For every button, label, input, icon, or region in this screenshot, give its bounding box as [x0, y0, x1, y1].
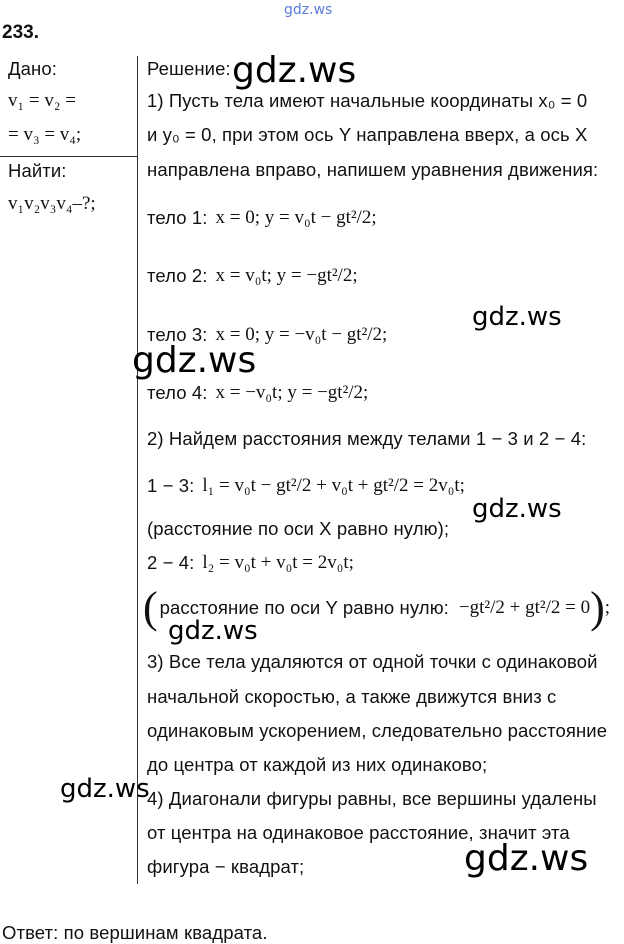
problem-number: 233. [2, 22, 39, 43]
watermark-4: gdz.ws [472, 494, 562, 524]
given-line-1 [8, 90, 76, 112]
watermark-6: gdz.ws [60, 774, 150, 804]
watermark-2: gdz.ws [472, 302, 562, 332]
watermark-5: gdz.ws [168, 616, 258, 646]
solution-p4-line1: 4) Диагонали фигуры равны, все вершины удалены [147, 788, 597, 809]
watermark-1: gdz.ws [232, 50, 357, 91]
find-line-1: v₁v₂v₃v₄–?; [8, 193, 96, 214]
given-line-2-text: = v₃ = v₄; [8, 124, 82, 145]
body2-equation [147, 250, 358, 302]
body4-label: тело 4: [147, 382, 208, 403]
body1-eq: x = 0; y = v₀t − gt²/2; [215, 207, 377, 228]
solution-header: Решение: [147, 58, 231, 79]
solution-p3-line4: до центра от каждой из них одинаково; [147, 754, 488, 775]
body3-eq: x = 0; y = −v₀t − gt²/2; [215, 324, 388, 345]
left-paren: ( [143, 583, 158, 632]
eq13-formula: l₁ = v₀t − gt²/2 + v₀t + gt²/2 = 2v₀t; [202, 475, 465, 496]
solution-p3-line2: начальной скоростью, а также движутся вниз с [147, 686, 557, 707]
solution-p1-line3: направлена вправо, напишем уравнения движения: [147, 159, 599, 180]
solution-p4-line3: фигура − квадрат; [147, 856, 305, 877]
solution-p4-line2: от центра на одинаковое расстояние, значит эта [147, 822, 570, 843]
given-header: Дано: [8, 58, 57, 79]
answer-line: Ответ: по вершинам квадрата. [2, 922, 268, 943]
given-find-divider [0, 156, 137, 157]
solution-p1-line1: 1) Пусть тела имеют начальные координаты x₀ = 0 [147, 90, 588, 111]
eq24-note-text: расстояние по оси Y равно нулю: [159, 597, 449, 618]
body3-label: тело 3: [147, 324, 208, 345]
eq24-formula: l₂ = v₀t + v₀t = 2v₀t; [202, 552, 354, 573]
right-paren: ) [590, 583, 605, 632]
watermark-7: gdz.ws [464, 838, 589, 879]
solution-p3-line3: одинаковым ускорением, следовательно расстояние [147, 720, 608, 741]
find-header: Найти: [8, 160, 67, 181]
solution-p2-line1: 2) Найдем расстояния между телами 1 − 3 и 2 − 4: [147, 428, 587, 449]
eq24-note-math: −gt²/2 + gt²/2 = 0 [458, 597, 591, 618]
eq24-semicolon: ; [604, 597, 611, 618]
body2-eq: x = v₀t; y = −gt²/2; [215, 265, 358, 286]
eq13-row [147, 460, 465, 512]
given-line-1-text: v₁ = v₂ = [8, 90, 76, 111]
body4-eq: x = −v₀t; y = −gt²/2; [215, 382, 369, 403]
body1-label: тело 1: [147, 207, 208, 228]
eq24-row [147, 548, 354, 578]
solution-p1-line2: и y₀ = 0, при этом ось Y направлена вверх, а ось X [147, 124, 588, 145]
body2-label: тело 2: [147, 265, 208, 286]
column-divider [137, 56, 138, 884]
watermark-top: gdz.ws [284, 2, 333, 18]
eq13-label: 1 − 3: [147, 475, 195, 496]
eq24-label: 2 − 4: [147, 552, 195, 573]
given-line-2 [8, 124, 81, 146]
body1-equation [147, 192, 377, 244]
watermark-3: gdz.ws [132, 340, 257, 381]
eq13-note: (расстояние по оси X равно нулю); [147, 518, 450, 539]
solution-p3-line1: 3) Все тела удаляются от одной точки с одинаковой [147, 651, 598, 672]
